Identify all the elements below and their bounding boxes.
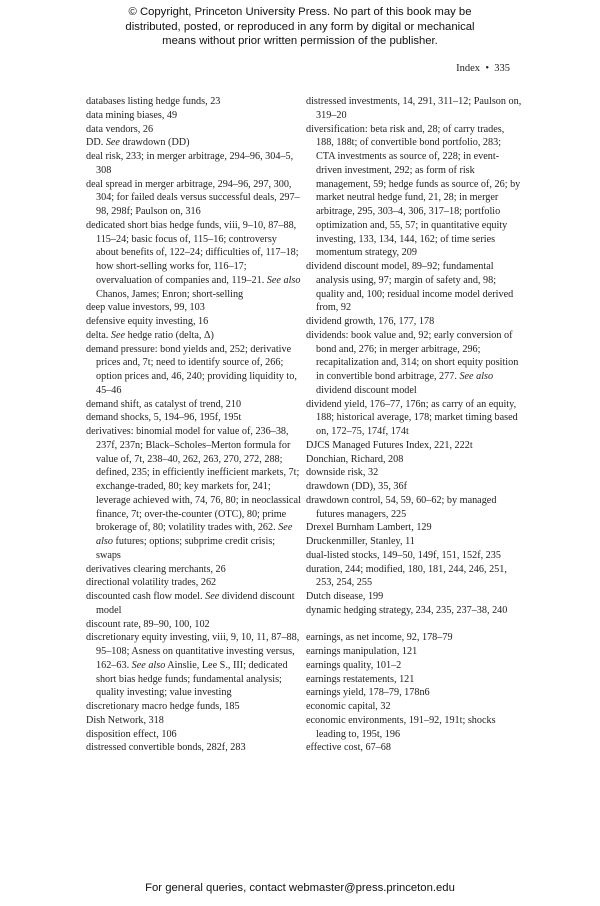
entry-text: deal spread in merger arbitrage, 294–96, 297, 300, 304; for failed deals versus successful deals, 297–98, 298f; Paulson on, 316	[86, 178, 300, 217]
entry-text: delta.	[86, 329, 111, 341]
index-entry	[306, 673, 522, 687]
index-entry	[86, 714, 302, 728]
entry-text: earnings quality, 101–2	[306, 659, 402, 671]
index-entry	[306, 123, 522, 261]
entry-text: derivatives clearing merchants, 26	[86, 563, 226, 575]
page-number: 335	[494, 63, 510, 74]
index-entry	[86, 178, 302, 219]
index-entry	[306, 714, 522, 742]
entry-text: Druckenmiller, Stanley, 11	[306, 536, 415, 547]
entry-text: Dish Network, 318	[86, 714, 164, 726]
index-entry	[86, 123, 302, 137]
index-entry	[86, 700, 302, 714]
entry-text: downside risk, 32	[306, 467, 379, 479]
entry-text: dividend discount model	[96, 591, 295, 616]
entry-text: discretionary macro hedge funds, 185	[86, 701, 240, 712]
index-entry	[306, 466, 522, 480]
copyright-notice	[0, 5, 600, 49]
entry-text: discount rate, 89–90, 100, 102	[86, 618, 210, 630]
index-entry	[86, 590, 302, 618]
index-entry	[86, 150, 302, 178]
index-entry	[306, 590, 522, 604]
index-entry	[86, 398, 302, 412]
cross-reference-label: See	[105, 137, 120, 149]
entry-text: earnings manipulation, 121	[306, 646, 418, 657]
entry-text: dividends: book value and, 92; early conversion of bond and, 276; in merger arbitrage, 296; recapitalization and, 314; on short equity position in convertible bond arbitrage, 277.	[306, 329, 519, 382]
index-entry	[86, 315, 302, 329]
index-entry	[306, 439, 522, 453]
entry-text: effective cost, 67–68	[306, 742, 391, 754]
entry-text: data vendors, 26	[86, 123, 154, 135]
index-column-right	[306, 95, 522, 755]
entry-text: dividend yield, 176–77, 176n; as carry of an equity, 188; historical average, 178; market timing based on, 172–75, 174f, 174t	[306, 398, 518, 437]
index-entry	[306, 329, 522, 398]
entry-text: Drexel Burnham Lambert, 129	[306, 522, 432, 534]
cross-reference-label: See also	[266, 274, 301, 286]
index-entry	[86, 109, 302, 123]
index-entry	[306, 604, 522, 618]
index-entry	[86, 95, 302, 109]
index-entry	[306, 741, 522, 755]
index-entry	[86, 728, 302, 742]
entry-text: deep value investors, 99, 103	[86, 302, 205, 314]
entry-text: demand shift, as catalyst of trend, 210	[86, 398, 242, 410]
entry-text: directional volatility trades, 262	[86, 577, 217, 589]
entry-text: duration, 244; modified, 180, 181, 244, 246, 251, 253, 254, 255	[306, 563, 507, 589]
copyright-line: distributed, posted, or reproduced in any form by digital or mechanical	[125, 20, 475, 33]
entry-text: hedge ratio (delta, Δ)	[125, 329, 214, 341]
index-entry	[86, 411, 302, 425]
index-entry	[306, 549, 522, 563]
entry-text: diversification: beta risk and, 28; of carry trades, 188, 188t; of convertible bond portfolio, 283; CTA investments as source of, 228; in event-driven investment, 292; as form of risk management, 59; hedge funds as source of, 26; by market neutral hedge fund, 21, 28; in merger arbitrage, 295, 303–4, 306, 317–18; portfolio optimization and, 55, 57; in quantitative equity investing, 133, 134, 144, 162; of time series momentum strategy, 209	[306, 123, 521, 259]
entry-text: dedicated short bias hedge funds, viii, 9–10, 87–88, 115–24; basic focus of, 115–16; controversy about benefits of, 122–24; difficulties of, 117–18; how short-selling works for, 116–17; overvaluation of companies and, 119–21.	[86, 219, 299, 286]
copyright-line: means without prior written permission of the publisher.	[162, 35, 438, 47]
index-entry	[86, 301, 302, 315]
entry-text: drawdown (DD)	[119, 137, 190, 149]
index-entry	[306, 631, 522, 645]
entry-text: economic environments, 191–92, 191t; shocks leading to, 195t, 196	[306, 714, 496, 740]
running-head	[456, 63, 510, 74]
entry-text: dividend discount model, 89–92; fundamental analysis using, 97; margin of safety and, 98; quality and, 100; residual income model derived from, 92	[306, 261, 514, 314]
index-entry	[306, 260, 522, 315]
copyright-line: © Copyright, Princeton University Press. No part of this book may be	[128, 6, 472, 18]
cross-reference-label: See also	[96, 522, 293, 547]
entry-text: demand shocks, 5, 194–96, 195f, 195t	[86, 412, 242, 424]
bullet: •	[485, 63, 489, 74]
entry-text: drawdown control, 54, 59, 60–62; by managed futures managers, 225	[306, 494, 497, 520]
entry-text: futures; options; subprime credit crisis; swaps	[96, 536, 276, 561]
index-entry	[306, 535, 522, 549]
index-entry	[306, 521, 522, 535]
index-column-left	[86, 95, 302, 755]
index-entry	[86, 741, 302, 755]
entry-text: defensive equity investing, 16	[86, 316, 209, 327]
entry-text: Dutch disease, 199	[306, 591, 384, 602]
entry-text: data mining biases, 49	[86, 109, 178, 121]
index-entry	[306, 659, 522, 673]
section-title: Index	[456, 63, 481, 74]
entry-text: earnings restatements, 121	[306, 673, 415, 685]
index-entry	[306, 453, 522, 467]
entry-text: dividend discount model	[316, 384, 417, 396]
entry-text: DD.	[86, 137, 106, 149]
entry-text: discretionary equity investing, viii, 9, 10, 11, 87–88, 95–108; Asness on quantitative investing versus, 162–63.	[86, 632, 300, 671]
entry-text: databases listing hedge funds, 23	[86, 96, 221, 107]
entry-text: distressed investments, 14, 291, 311–12; Paulson on, 319–20	[306, 96, 522, 121]
entry-text: Donchian, Richard, 208	[306, 453, 404, 465]
entry-text: drawdown (DD), 35, 36f	[306, 481, 408, 492]
entry-text: discounted cash flow model.	[86, 591, 206, 602]
index-entry	[306, 398, 522, 439]
index-entry	[86, 136, 302, 150]
index-entry	[306, 494, 522, 522]
cross-reference-label: See	[205, 591, 220, 602]
index-entry	[86, 425, 302, 563]
index-entry	[306, 645, 522, 659]
entry-text: Ainslie, Lee S., III; dedicated short bias hedge funds; fundamental analysis; quality investing; value investing	[96, 659, 288, 699]
entry-text: distressed convertible bonds, 282f, 283	[86, 742, 246, 754]
cross-reference-label: See also	[459, 371, 494, 382]
entry-text: demand pressure: bond yields and, 252; derivative prices and, 7t; need to identify source of, 266; option prices and, 46, 240; providing liquidity to, 45–46	[86, 343, 297, 396]
entry-text: earnings yield, 178–79, 178n6	[306, 687, 430, 699]
index-entry	[86, 618, 302, 632]
index-entry	[306, 315, 522, 329]
entry-text: derivatives: binomial model for value of, 236–38, 237f, 237n; Black–Scholes–Merton formula for value of, 7t, 238–40, 262, 263, 270, 272, 288; defined, 235; in efficiently inefficient markets, 7t; exchange-traded, 80; key markets for, 241; leverage achieved with, 74, 76, 80; in neoclassical finance, 7t; over-the-counter (OTC), 80; prime brokerage of, 80; volatility trades with, 262.	[86, 426, 301, 534]
index-entry	[306, 700, 522, 714]
entry-text: Chanos, James; Enron; short-selling	[96, 288, 244, 300]
index-entry	[86, 576, 302, 590]
entry-text: dividend growth, 176, 177, 178	[306, 316, 435, 327]
index-entry	[86, 329, 302, 343]
entry-text: dual-listed stocks, 149–50, 149f, 151, 152f, 235	[306, 549, 501, 561]
entry-text: disposition effect, 106	[86, 728, 177, 740]
entry-text: earnings, as net income, 92, 178–79	[306, 632, 453, 644]
letter-group-spacer	[306, 618, 522, 632]
cross-reference-label: See also	[131, 659, 166, 671]
index-entry	[86, 219, 302, 302]
footer-contact: For general queries, contact webmaster@press.princeton.edu	[145, 882, 455, 894]
entry-text: DJCS Managed Futures Index, 221, 222t	[306, 439, 473, 451]
index-entry	[306, 480, 522, 494]
index-entry	[86, 343, 302, 398]
index-entry	[306, 686, 522, 700]
index-entry	[306, 95, 522, 123]
index-entry	[306, 563, 522, 591]
index-entry	[86, 631, 302, 700]
entry-text: deal risk, 233; in merger arbitrage, 294–96, 304–5, 308	[86, 151, 294, 176]
cross-reference-label: See	[110, 329, 126, 341]
entry-text: economic capital, 32	[306, 701, 391, 712]
index-entry	[86, 563, 302, 577]
entry-text: dynamic hedging strategy, 234, 235, 237–38, 240	[306, 604, 508, 616]
